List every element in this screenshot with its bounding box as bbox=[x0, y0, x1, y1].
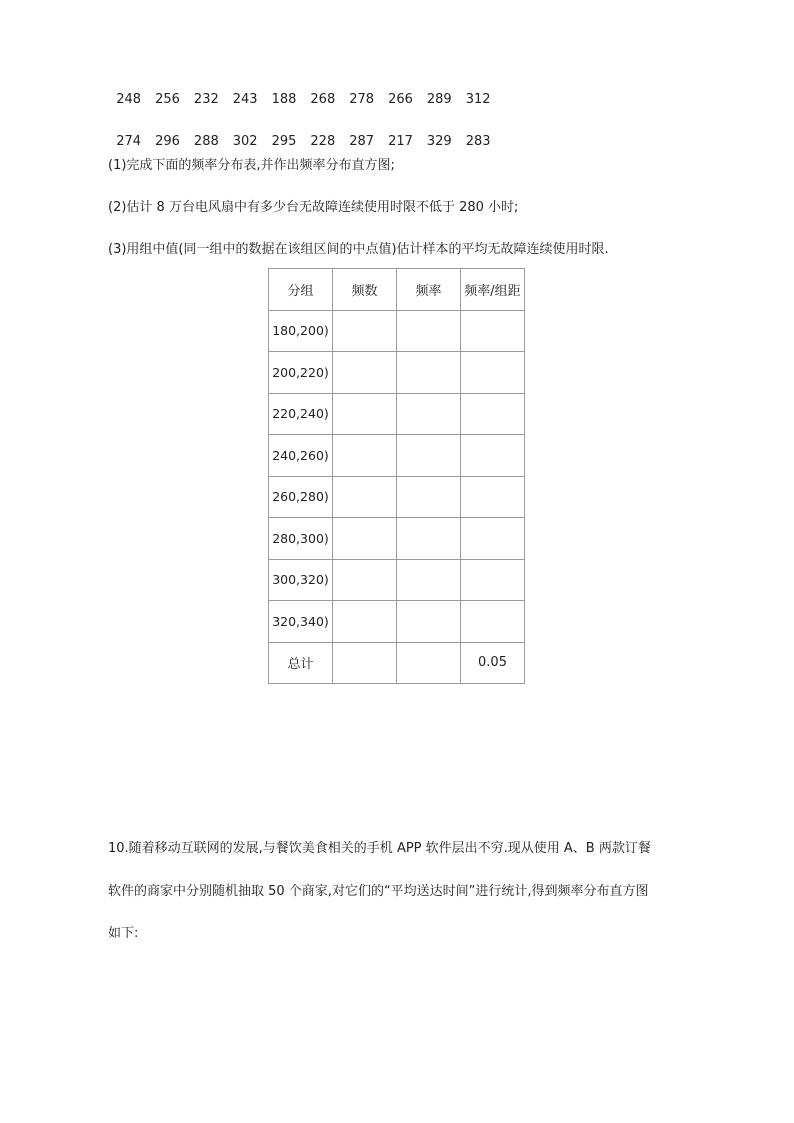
table-row bbox=[269, 435, 525, 477]
density-cell bbox=[461, 476, 525, 518]
group-cell: 280,300) bbox=[269, 518, 333, 560]
data-value: 266 bbox=[388, 92, 413, 107]
data-value: 188 bbox=[271, 92, 297, 107]
frequency-cell bbox=[397, 642, 461, 684]
data-value: 295 bbox=[271, 134, 297, 149]
problem-10-line-3: 如下: bbox=[108, 926, 139, 941]
count-cell bbox=[333, 476, 397, 518]
density-cell bbox=[461, 601, 525, 643]
group-cell: 180,200) bbox=[269, 310, 333, 352]
group-cell: 300,320) bbox=[269, 559, 333, 601]
table-row bbox=[269, 476, 525, 518]
table-row bbox=[269, 518, 525, 560]
density-cell: 0.05 bbox=[461, 642, 525, 684]
group-cell: 220,240) bbox=[269, 393, 333, 435]
data-value: 228 bbox=[310, 134, 336, 149]
count-cell bbox=[333, 393, 397, 435]
frequency-table bbox=[268, 268, 525, 684]
problem-10-line-2: 软件的商家中分别随机抽取 50 个商家,对它们的“平均送达时间”进行统计,得到频率分布直方图 bbox=[108, 884, 649, 899]
data-value: 287 bbox=[349, 134, 375, 149]
data-value: 312 bbox=[465, 92, 491, 107]
data-value: 278 bbox=[349, 92, 375, 107]
table-row bbox=[269, 601, 525, 643]
table-header-row bbox=[269, 269, 525, 311]
data-value: 243 bbox=[232, 92, 258, 107]
group-cell: 200,220) bbox=[269, 352, 333, 394]
density-cell bbox=[461, 435, 525, 477]
data-value: 283 bbox=[465, 134, 491, 149]
data-value: 274 bbox=[116, 134, 142, 149]
table-row bbox=[269, 352, 525, 394]
data-value: 329 bbox=[426, 134, 452, 149]
header-cell: 频率/组距 bbox=[461, 269, 525, 311]
frequency-cell bbox=[397, 601, 461, 643]
question-2: (2)估计 8 万台电风扇中有多少台无故障连续使用时限不低于 280 小时; bbox=[108, 200, 519, 215]
table-total-row bbox=[269, 642, 525, 684]
table-row bbox=[269, 559, 525, 601]
density-cell bbox=[461, 518, 525, 560]
data-value: 256 bbox=[155, 92, 180, 107]
count-cell bbox=[333, 559, 397, 601]
data-value: 248 bbox=[116, 92, 142, 107]
density-cell bbox=[461, 310, 525, 352]
group-cell: 260,280) bbox=[269, 476, 333, 518]
data-row-1 bbox=[108, 70, 505, 110]
frequency-cell bbox=[397, 476, 461, 518]
data-value: 296 bbox=[155, 134, 180, 149]
data-value: 302 bbox=[232, 134, 258, 149]
count-cell bbox=[333, 601, 397, 643]
question-1: (1)完成下面的频率分布表,并作出频率分布直方图; bbox=[108, 158, 395, 173]
count-cell bbox=[333, 435, 397, 477]
header-cell: 分组 bbox=[269, 269, 333, 311]
frequency-cell bbox=[397, 518, 461, 560]
table-row bbox=[269, 393, 525, 435]
count-cell bbox=[333, 352, 397, 394]
frequency-cell bbox=[397, 435, 461, 477]
data-value: 288 bbox=[193, 134, 219, 149]
problem-10-line-1: 10.随着移动互联网的发展,与餐饮美食相关的手机 APP 软件层出不穷.现从使用 A、B 两款订餐 bbox=[108, 841, 651, 856]
total-label-cell: 总计 bbox=[269, 642, 333, 684]
density-cell bbox=[461, 393, 525, 435]
frequency-cell bbox=[397, 310, 461, 352]
group-cell: 240,260) bbox=[269, 435, 333, 477]
frequency-cell bbox=[397, 352, 461, 394]
header-cell: 频率 bbox=[397, 269, 461, 311]
count-cell bbox=[333, 642, 397, 684]
count-cell bbox=[333, 310, 397, 352]
data-value: 268 bbox=[310, 92, 336, 107]
density-cell bbox=[461, 559, 525, 601]
data-value: 289 bbox=[426, 92, 452, 107]
header-cell: 频数 bbox=[333, 269, 397, 311]
data-value: 232 bbox=[193, 92, 219, 107]
density-cell bbox=[461, 352, 525, 394]
frequency-cell bbox=[397, 559, 461, 601]
frequency-cell bbox=[397, 393, 461, 435]
data-row-2 bbox=[108, 112, 505, 152]
table-row bbox=[269, 310, 525, 352]
data-value: 217 bbox=[388, 134, 413, 149]
group-cell: 320,340) bbox=[269, 601, 333, 643]
question-3: (3)用组中值(同一组中的数据在该组区间的中点值)估计样本的平均无故障连续使用时限. bbox=[108, 242, 609, 257]
count-cell bbox=[333, 518, 397, 560]
